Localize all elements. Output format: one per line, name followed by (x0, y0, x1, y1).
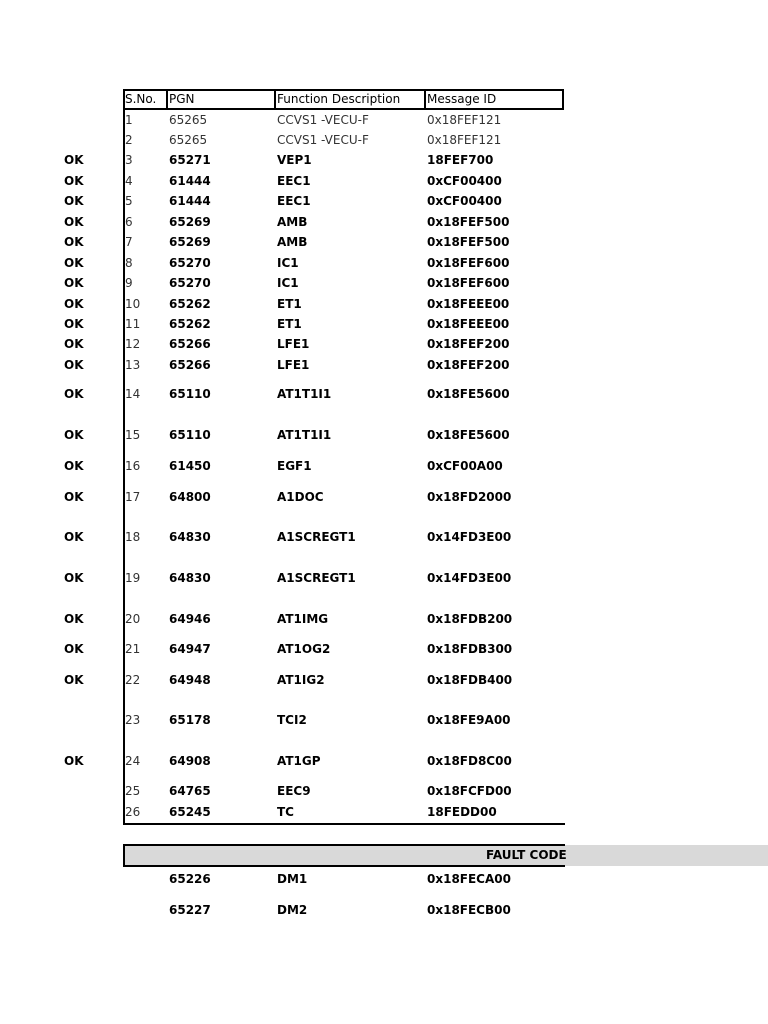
table-row (0, 171, 768, 191)
header-function-description: Function Description (277, 92, 401, 106)
sno-cell: 3 (125, 153, 133, 167)
sno-cell: 14 (125, 387, 141, 401)
status-cell: OK (64, 530, 84, 544)
sno-cell: 24 (125, 754, 141, 768)
pgn-cell: 64830 (169, 571, 211, 585)
sno-cell: 5 (125, 194, 133, 208)
sno-cell: 9 (125, 276, 133, 290)
status-cell: OK (64, 256, 84, 270)
description-cell: AMB (277, 215, 308, 229)
pgn-cell: 65269 (169, 235, 211, 249)
table-row (0, 487, 768, 507)
table-row (0, 710, 768, 730)
description-cell: ET1 (277, 317, 302, 331)
sno-cell: 7 (125, 235, 133, 249)
header-pgn: PGN (169, 92, 195, 106)
pgn-cell: 65226 (169, 872, 211, 886)
table-row (0, 751, 768, 771)
pgn-cell: 65262 (169, 317, 211, 331)
message-id-cell: 0x18FECB00 (427, 903, 511, 917)
header-divider (274, 89, 276, 110)
pgn-cell: 64946 (169, 612, 211, 626)
message-id-cell: 0x18FEF600 (427, 276, 510, 290)
message-id-cell: 0x18FEEE00 (427, 317, 510, 331)
message-id-cell: 0x18FCFD00 (427, 784, 512, 798)
pgn-cell: 65271 (169, 153, 211, 167)
message-id-cell: 0xCF00400 (427, 174, 502, 188)
sno-cell: 13 (125, 358, 141, 372)
pgn-cell: 61444 (169, 174, 211, 188)
description-cell: TCI2 (277, 713, 307, 727)
table-row (0, 456, 768, 476)
message-id-cell: 0x18FD2000 (427, 490, 512, 504)
description-cell: EEC1 (277, 174, 311, 188)
pgn-cell: 65110 (169, 428, 211, 442)
sno-cell: 4 (125, 174, 133, 188)
description-cell: A1SCREGT1 (277, 571, 356, 585)
pgn-cell: 64800 (169, 490, 211, 504)
description-cell: IC1 (277, 256, 299, 270)
sno-cell: 23 (125, 713, 141, 727)
message-id-cell: 0x18FEF121 (427, 133, 502, 147)
pgn-cell: 65110 (169, 387, 211, 401)
fault-code-title: FAULT CODE (486, 848, 567, 862)
message-id-cell: 0x18FECA00 (427, 872, 511, 886)
table-row (0, 232, 768, 252)
pgn-cell: 65269 (169, 215, 211, 229)
message-id-cell: 0x18FEF200 (427, 358, 510, 372)
status-cell: OK (64, 215, 84, 229)
status-cell: OK (64, 174, 84, 188)
description-cell: AT1T1I1 (277, 387, 332, 401)
sno-cell: 17 (125, 490, 141, 504)
message-id-cell: 0x18FDB200 (427, 612, 513, 626)
table-row (0, 253, 768, 273)
description-cell: AT1T1I1 (277, 428, 332, 442)
description-cell: VEP1 (277, 153, 312, 167)
sno-cell: 10 (125, 297, 141, 311)
table-row (0, 781, 768, 801)
description-cell: EEC1 (277, 194, 311, 208)
table-row (0, 130, 768, 150)
message-id-cell: 0xCF00A00 (427, 459, 503, 473)
sno-cell: 19 (125, 571, 141, 585)
table-bottom-border (123, 823, 565, 825)
pgn-cell: 65227 (169, 903, 211, 917)
pgn-cell: 65270 (169, 276, 211, 290)
fault-row (0, 869, 768, 889)
description-cell: A1DOC (277, 490, 324, 504)
description-cell: DM2 (277, 903, 308, 917)
pgn-cell: 65266 (169, 358, 211, 372)
message-id-cell: 0x18FD8C00 (427, 754, 512, 768)
description-cell: A1SCREGT1 (277, 530, 356, 544)
description-cell: ET1 (277, 297, 302, 311)
message-id-cell: 0x18FE5600 (427, 387, 510, 401)
sno-cell: 6 (125, 215, 133, 229)
status-cell: OK (64, 571, 84, 585)
table-row (0, 609, 768, 629)
message-id-cell: 0x18FDB300 (427, 642, 513, 656)
header-divider (166, 89, 168, 110)
fault-code-bar (124, 845, 768, 866)
message-id-cell: 18FEF700 (427, 153, 494, 167)
sno-cell: 11 (125, 317, 141, 331)
description-cell: LFE1 (277, 358, 310, 372)
table-row (0, 527, 768, 547)
table-row (0, 110, 768, 130)
description-cell: DM1 (277, 872, 308, 886)
sno-cell: 18 (125, 530, 141, 544)
sno-cell: 2 (125, 133, 133, 147)
table-row (0, 314, 768, 334)
pgn-cell: 61450 (169, 459, 211, 473)
message-id-cell: 0xCF00400 (427, 194, 502, 208)
fault-bottom-border (123, 865, 565, 867)
status-cell: OK (64, 337, 84, 351)
pgn-cell: 64830 (169, 530, 211, 544)
status-cell: OK (64, 153, 84, 167)
description-cell: EGF1 (277, 459, 312, 473)
message-id-cell: 0x18FEEE00 (427, 297, 510, 311)
status-cell: OK (64, 297, 84, 311)
table-row (0, 150, 768, 170)
table-row (0, 639, 768, 659)
message-id-cell: 0x14FD3E00 (427, 530, 512, 544)
sno-cell: 21 (125, 642, 141, 656)
status-cell: OK (64, 387, 84, 401)
sno-cell: 8 (125, 256, 133, 270)
message-id-cell: 0x14FD3E00 (427, 571, 512, 585)
pgn-cell: 64948 (169, 673, 211, 687)
table-row (0, 273, 768, 293)
sno-cell: 15 (125, 428, 141, 442)
pgn-cell: 65262 (169, 297, 211, 311)
sno-cell: 12 (125, 337, 141, 351)
description-cell: TC (277, 805, 294, 819)
status-cell: OK (64, 194, 84, 208)
status-cell: OK (64, 428, 84, 442)
description-cell: CCVS1 -VECU-F (277, 133, 369, 147)
pgn-cell: 64765 (169, 784, 211, 798)
description-cell: AMB (277, 235, 308, 249)
status-cell: OK (64, 317, 84, 331)
header-sno: S.No. (125, 92, 157, 106)
sno-cell: 22 (125, 673, 141, 687)
pgn-cell: 65265 (169, 113, 208, 127)
pgn-cell: 65265 (169, 133, 208, 147)
pgn-cell: 65245 (169, 805, 211, 819)
status-cell: OK (64, 276, 84, 290)
header-divider (424, 89, 426, 110)
table-row (0, 212, 768, 232)
status-cell: OK (64, 490, 84, 504)
message-id-cell: 0x18FDB400 (427, 673, 513, 687)
message-id-cell: 18FEDD00 (427, 805, 497, 819)
pgn-cell: 61444 (169, 194, 211, 208)
pgn-cell: 65270 (169, 256, 211, 270)
message-id-cell: 0x18FEF600 (427, 256, 510, 270)
message-id-cell: 0x18FEF500 (427, 215, 510, 229)
fault-left-border (123, 844, 125, 867)
status-cell: OK (64, 673, 84, 687)
table-row (0, 670, 768, 690)
description-cell: CCVS1 -VECU-F (277, 113, 369, 127)
table-row (0, 384, 768, 404)
description-cell: EEC9 (277, 784, 311, 798)
description-cell: AT1IG2 (277, 673, 325, 687)
header-message-id: Message ID (427, 92, 497, 106)
description-cell: IC1 (277, 276, 299, 290)
message-id-cell: 0x18FE9A00 (427, 713, 511, 727)
sno-cell: 20 (125, 612, 141, 626)
pgn-cell: 64908 (169, 754, 211, 768)
pgn-cell: 65266 (169, 337, 211, 351)
sno-cell: 16 (125, 459, 141, 473)
description-cell: LFE1 (277, 337, 310, 351)
status-cell: OK (64, 754, 84, 768)
sno-cell: 25 (125, 784, 141, 798)
table-row (0, 334, 768, 354)
message-id-cell: 0x18FEF200 (427, 337, 510, 351)
fault-row (0, 900, 768, 920)
status-cell: OK (64, 642, 84, 656)
status-cell: OK (64, 358, 84, 372)
message-id-cell: 0x18FEF500 (427, 235, 510, 249)
table-row (0, 355, 768, 375)
table-row (0, 802, 768, 822)
pgn-cell: 64947 (169, 642, 211, 656)
table-row (0, 425, 768, 445)
sno-cell: 1 (125, 113, 133, 127)
status-cell: OK (64, 612, 84, 626)
table-row (0, 568, 768, 588)
message-id-cell: 0x18FEF121 (427, 113, 502, 127)
sno-cell: 26 (125, 805, 141, 819)
status-cell: OK (64, 235, 84, 249)
description-cell: AT1IMG (277, 612, 329, 626)
pgn-cell: 65178 (169, 713, 211, 727)
message-id-cell: 0x18FE5600 (427, 428, 510, 442)
description-cell: AT1OG2 (277, 642, 331, 656)
description-cell: AT1GP (277, 754, 321, 768)
table-row (0, 294, 768, 314)
status-cell: OK (64, 459, 84, 473)
table-row (0, 191, 768, 211)
